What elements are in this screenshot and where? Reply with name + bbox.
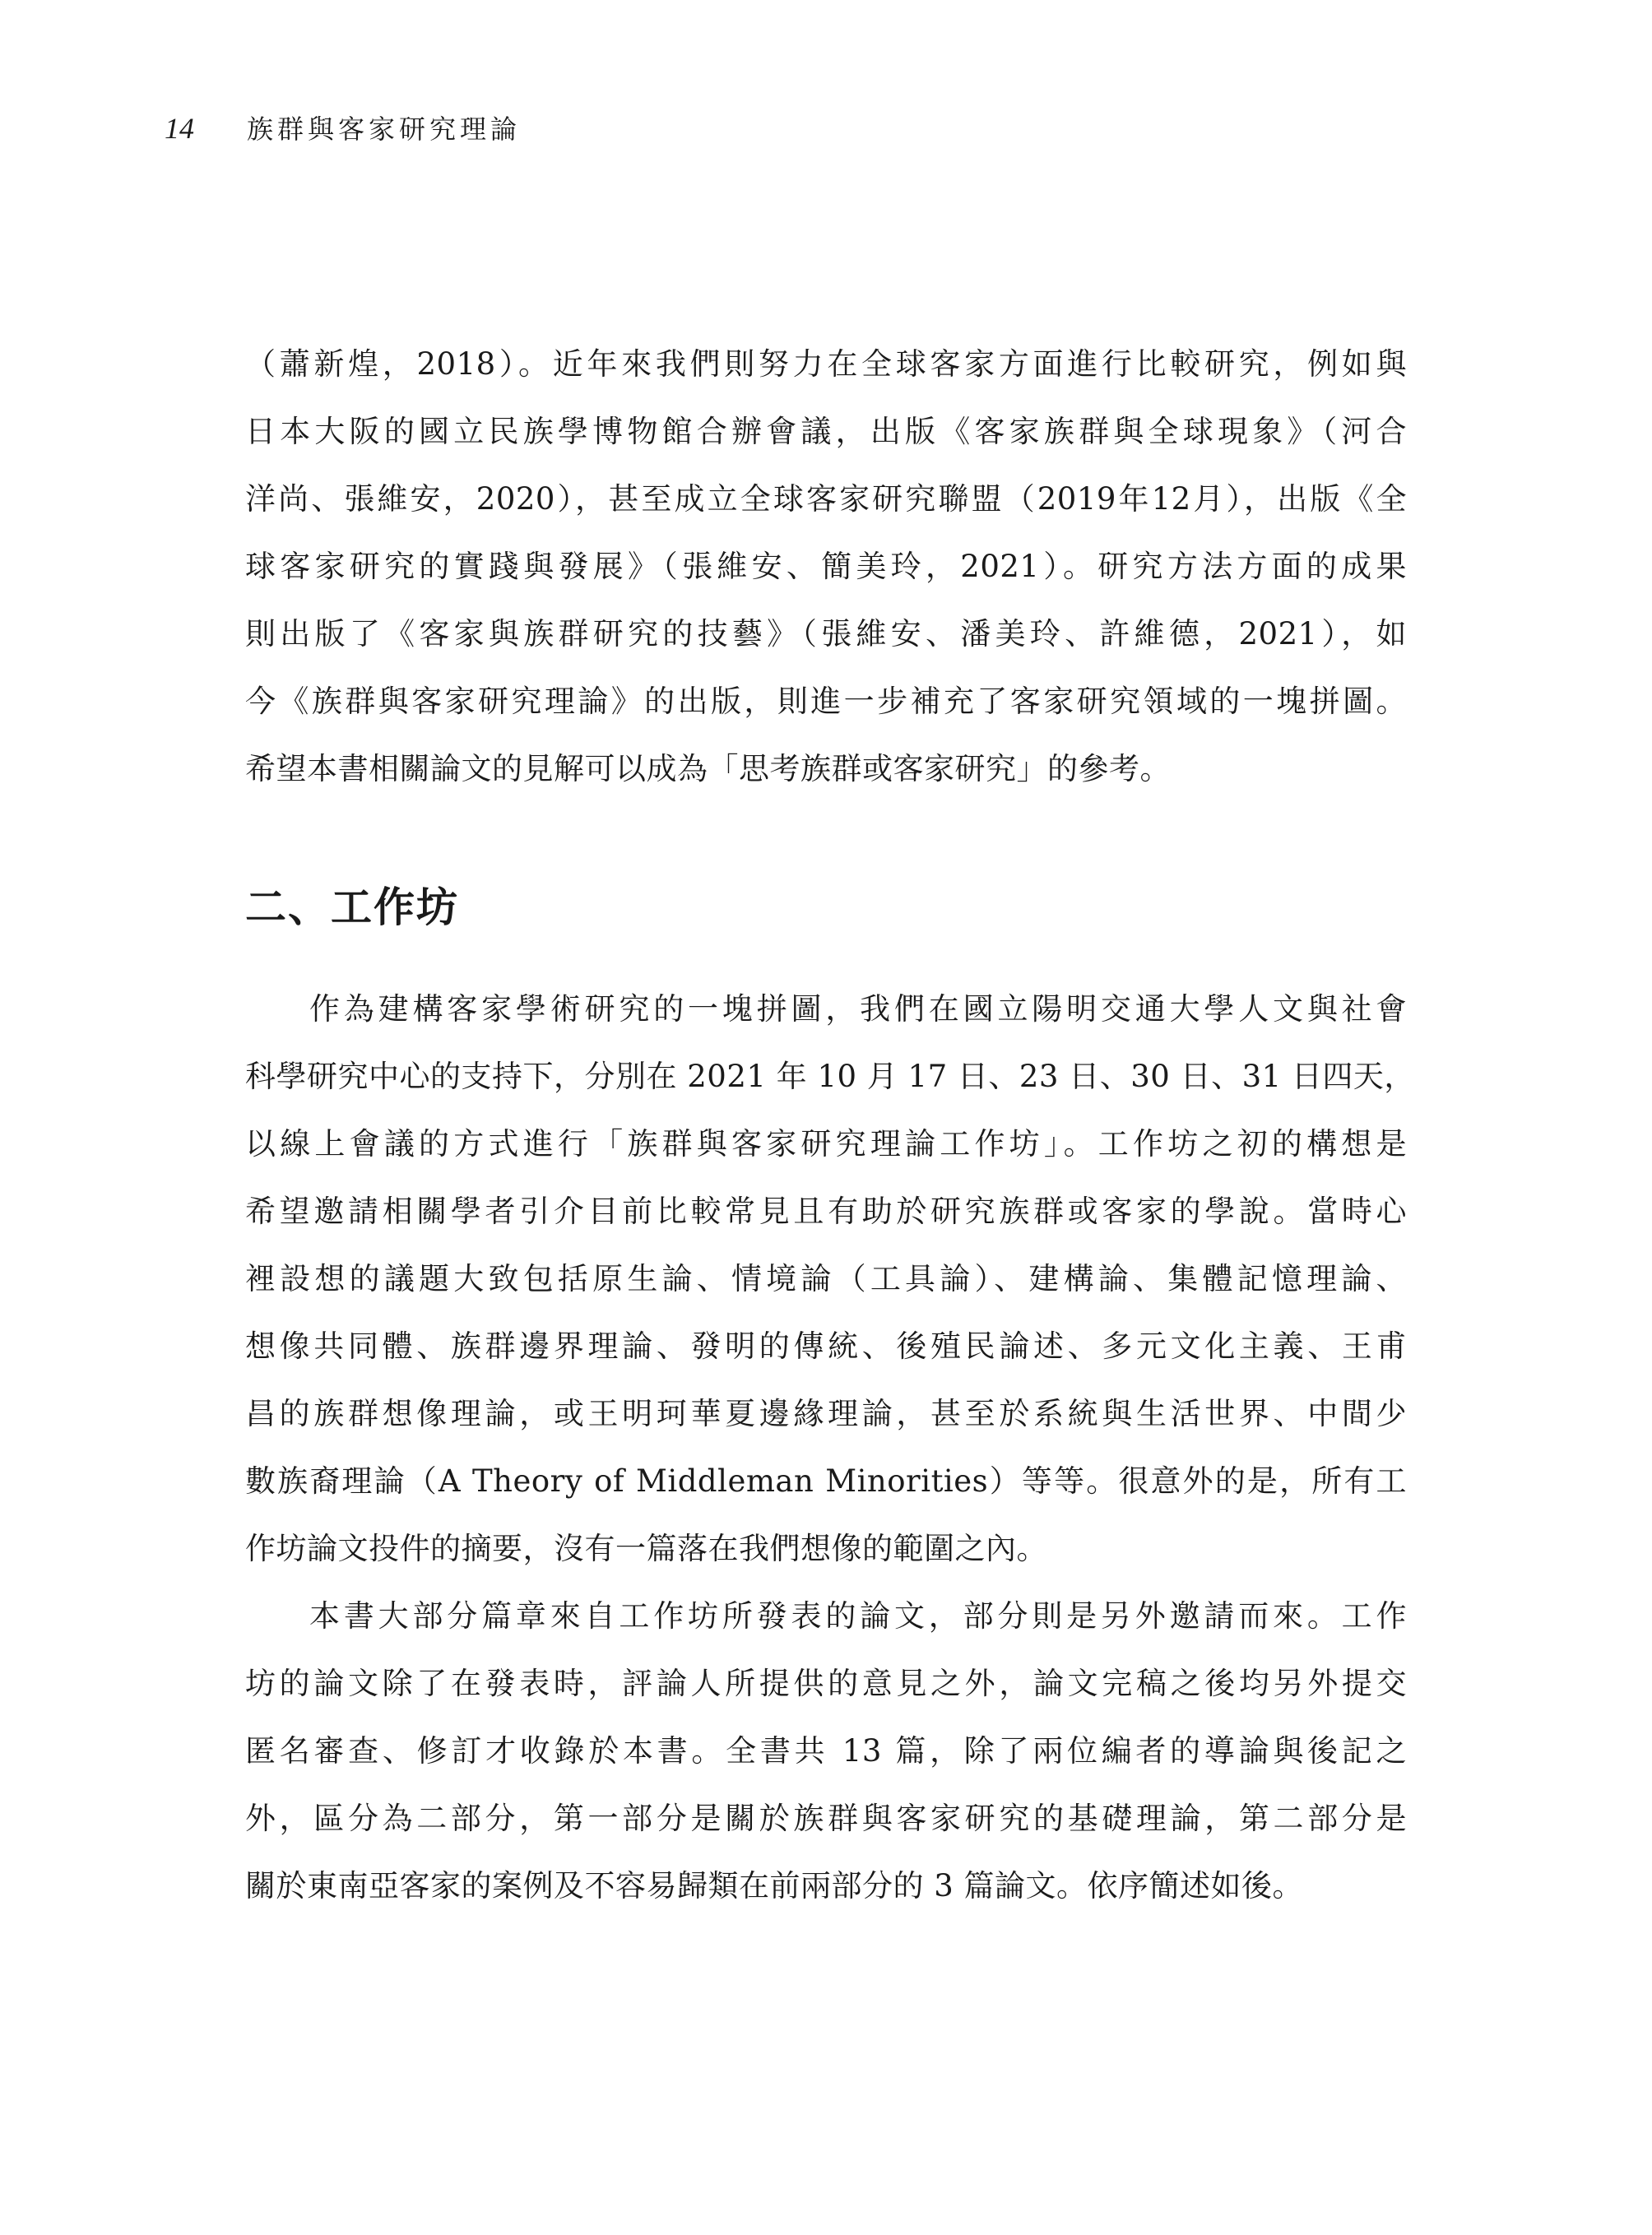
text-line: 想像共同體、族群邊界理論、發明的傳統、後殖民論述、多元文化主義、王甫 [245, 1328, 1407, 1364]
text-line: 以線上會議的方式進行「族群與客家研究理論工作坊」。工作坊之初的構想是 [245, 1126, 1407, 1162]
text-line: 匿名審查、修訂才收錄於本書。全書共 13 篇，除了兩位編者的導論與後記之 [245, 1733, 1407, 1769]
text-line: 關於東南亞客家的案例及不容易歸類在前兩部分的 3 篇論文。依序簡述如後。 [245, 1868, 1304, 1903]
text-line: 希望本書相關論文的見解可以成為「思考族群或客家研究」的參考。 [245, 751, 1171, 786]
intro-paragraph [245, 331, 1407, 803]
text-line: 洋尚、張維安，2020），甚至成立全球客家研究聯盟（2019年12月），出版《全 [245, 481, 1407, 517]
paragraph-workshop-intro [245, 976, 1415, 1583]
paragraph-book-structure [245, 1583, 1407, 1920]
text-line: 作坊論文投件的摘要，沒有一篇落在我們想像的範圍之內。 [245, 1531, 1047, 1566]
text-line: 坊的論文除了在發表時，評論人所提供的意見之外，論文完稿之後均另外提交 [245, 1666, 1407, 1701]
text-line: 希望邀請相關學者引介目前比較常見且有助於研究族群或客家的學說。當時心 [245, 1194, 1407, 1229]
section-body [245, 976, 1415, 1920]
text-line: 日本大阪的國立民族學博物館合辦會議，出版《客家族群與全球現象》（河合 [245, 414, 1407, 449]
text-line: 裡設想的議題大致包括原生論、情境論（工具論）、建構論、集體記憶理論、 [245, 1261, 1407, 1296]
text-line: 數族裔理論（A Theory of Middleman Minorities）等等。很意外的是，所有工 [245, 1463, 1407, 1499]
text-line: 則出版了《客家與族群研究的技藝》（張維安、潘美玲、許維德，2021），如 [245, 616, 1407, 651]
text-line: 今《族群與客家研究理論》的出版，則進一步補充了客家研究領域的一塊拼圖。 [245, 684, 1407, 719]
section-heading: 二、工作坊 [245, 883, 459, 931]
page-number: 14 [165, 112, 194, 145]
text-line: （蕭新煌，2018）。近年來我們則努力在全球客家方面進行比較研究，例如與 [245, 346, 1407, 382]
text-line: 球客家研究的實踐與發展》（張維安、簡美玲，2021）。研究方法方面的成果 [245, 549, 1407, 584]
book-title: 族群與客家研究理論 [247, 114, 522, 145]
text-line: 本書大部分篇章來自工作坊所發表的論文，部分則是另外邀請而來。工作 [309, 1598, 1407, 1634]
text-line: 外，區分為二部分，第一部分是關於族群與客家研究的基礎理論，第二部分是 [245, 1801, 1407, 1836]
text-line: 科學研究中心的支持下，分別在 2021 年 10 月 17 日、23 日、30 日、31 日四天， [245, 1059, 1415, 1094]
text-line: 作為建構客家學術研究的一塊拼圖，我們在國立陽明交通大學人文與社會 [309, 991, 1407, 1027]
running-header [165, 109, 521, 150]
text-line: 昌的族群想像理論，或王明珂華夏邊緣理論，甚至於系統與生活世界、中間少 [245, 1396, 1407, 1431]
